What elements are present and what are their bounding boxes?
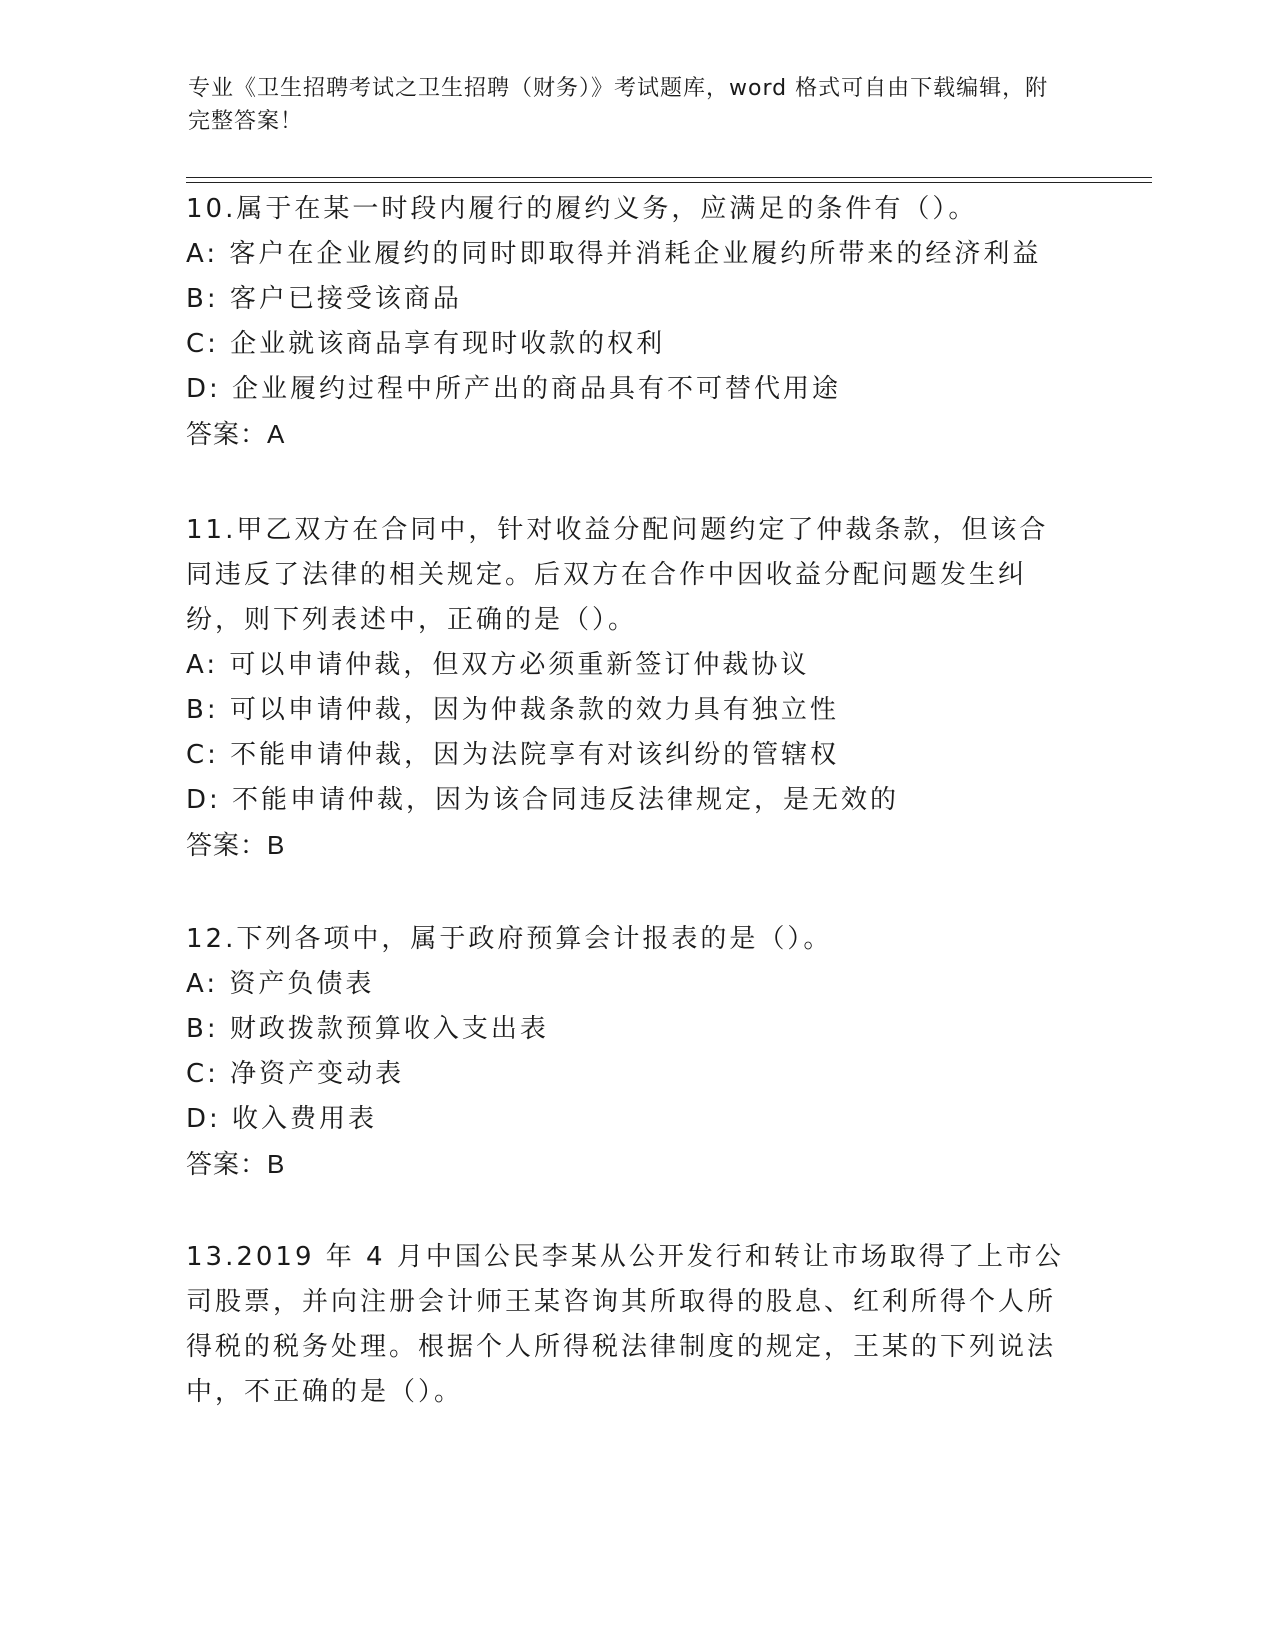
option-a: A: 资产负债表	[186, 969, 375, 999]
option-a: A: 客户在企业履约的同时即取得并消耗企业履约所带来的经济利益	[186, 239, 1042, 269]
question-10	[186, 187, 1086, 457]
question-11	[186, 508, 1086, 868]
option-d: D: 收入费用表	[186, 1104, 378, 1134]
option-b: B: 财政拨款预算收入支出表	[186, 1014, 549, 1044]
question-text: 12.下列各项中，属于政府预算会计报表的是（）。	[186, 924, 833, 954]
document-header	[188, 72, 1068, 138]
option-b: B: 客户已接受该商品	[186, 284, 462, 314]
option-c: C: 净资产变动表	[186, 1059, 405, 1089]
option-d: D: 不能申请仲裁，因为该合同违反法律规定，是无效的	[186, 785, 900, 815]
question-text: 13.2019 年 4 月中国公民李某从公开发行和转让市场取得了上市公司股票，并向注册会计师王某咨询其所取得的股息、红利所得个人所得税的税务处理。根据个人所得税法律制度的规定，王某的下列说法中，不正确的是（）。	[186, 1242, 1064, 1407]
header-intro: 专业《卫生招聘考试之卫生招聘（财务）》考试题库，word 格式可自由下载编辑，附完整答案！	[188, 76, 1049, 134]
question-12	[186, 917, 1086, 1187]
question-text: 11.甲乙双方在合同中，针对收益分配问题约定了仲裁条款，但该合同违反了法律的相关规定。后双方在合作中因收益分配问题发生纠纷，则下列表述中，正确的是（）。	[186, 515, 1049, 635]
question-text: 10.属于在某一时段内履行的履约义务，应满足的条件有（）。	[186, 194, 978, 224]
question-13	[186, 1235, 1086, 1415]
option-b: B: 可以申请仲裁，因为仲裁条款的效力具有独立性	[186, 695, 839, 725]
option-a: A: 可以申请仲裁，但双方必须重新签订仲裁协议	[186, 650, 810, 680]
option-c: C: 企业就该商品享有现时收款的权利	[186, 329, 666, 359]
header-divider-bottom	[186, 182, 1152, 183]
header-divider-top	[186, 177, 1152, 178]
option-c: C: 不能申请仲裁，因为法院享有对该纠纷的管辖权	[186, 740, 840, 770]
answer-text: 答案：B	[186, 1149, 286, 1179]
option-d: D: 企业履约过程中所产出的商品具有不可替代用途	[186, 374, 842, 404]
answer-text: 答案：B	[186, 830, 286, 860]
answer-text: 答案：A	[186, 419, 286, 449]
